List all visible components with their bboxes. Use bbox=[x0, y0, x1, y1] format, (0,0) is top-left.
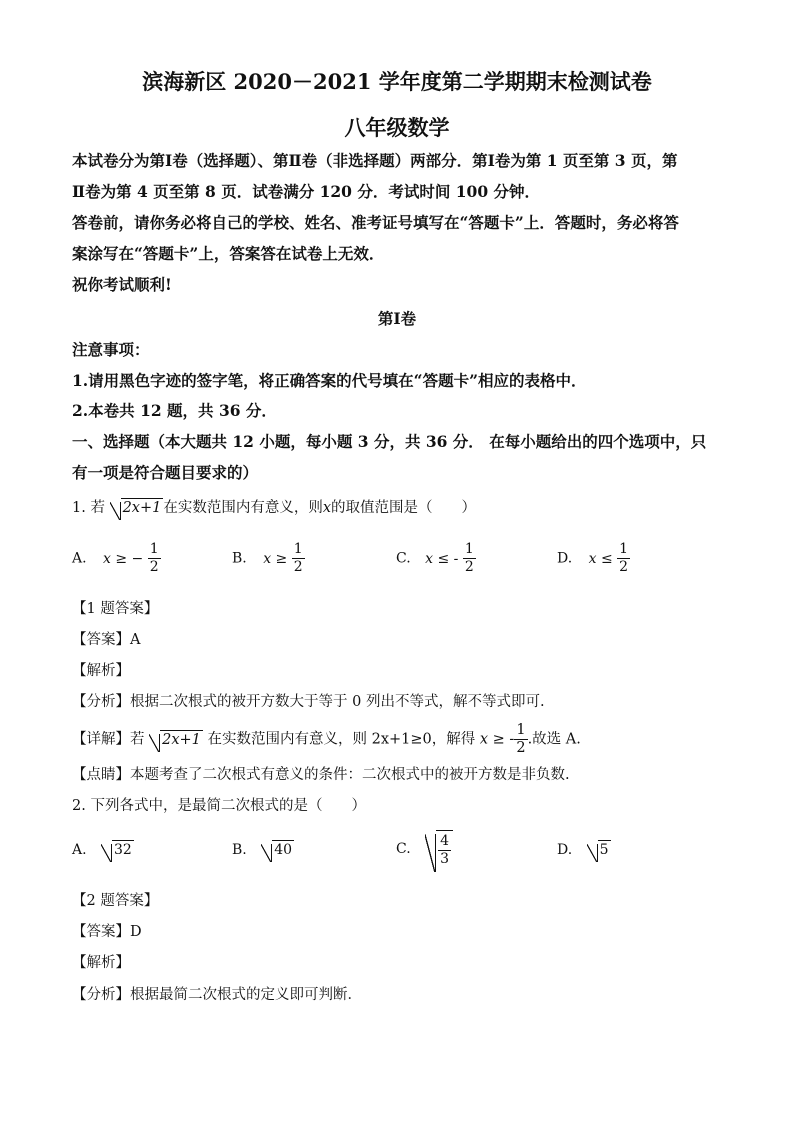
q1-suffix: 的取值范围是（ ） bbox=[331, 500, 477, 516]
fraction-num: 4 bbox=[440, 833, 450, 849]
notes-item-1: 1.请用黑色字迹的签字笔，将正确答案的代号填在“答题卡”相应的表格中． bbox=[72, 371, 587, 390]
section-one-heading-cont: 有一项是符合题目要求的） bbox=[72, 463, 259, 482]
q1-analysis-header: 【解析】 bbox=[72, 663, 130, 679]
q2-option-c bbox=[396, 830, 453, 868]
q1-mid: 在实数范围内有意义，则 bbox=[163, 500, 323, 516]
fraction-den: 2 bbox=[293, 559, 303, 575]
intro-line-5: 祝你考试顺利! bbox=[72, 275, 172, 294]
fraction-den: 2 bbox=[149, 559, 159, 575]
fraction bbox=[438, 833, 451, 868]
option-letter: A. bbox=[72, 550, 87, 567]
fraction-num: 1 bbox=[293, 541, 303, 557]
sqrt-symbol bbox=[101, 840, 134, 858]
q2-answer: 【答案】D bbox=[72, 924, 142, 940]
radicand: 40 bbox=[274, 842, 293, 858]
option-expr: x ≥ − bbox=[103, 550, 144, 567]
section-one-heading: 一、选择题（本大题共 12 小题，每小题 3 分，共 36 分． 在每小题给出的四个选项中，只 bbox=[72, 432, 707, 451]
fraction-den: 2 bbox=[464, 559, 474, 575]
q1-option-d bbox=[557, 541, 630, 576]
q1-option-c bbox=[396, 541, 476, 576]
fraction bbox=[463, 541, 476, 576]
option-letter: B. bbox=[232, 842, 247, 858]
q1-option-b bbox=[232, 541, 305, 576]
q1-xiangjie bbox=[72, 722, 581, 757]
xiangjie-suffix: .故选 A. bbox=[527, 731, 581, 748]
question-2-stem: 2. 下列各式中，是最简二次根式的是（ ） bbox=[72, 798, 366, 814]
intro-line-4: 案涂写在“答题卡”上，答案答在试卷上无效． bbox=[72, 244, 385, 263]
q1-answer: 【答案】A bbox=[72, 632, 141, 648]
option-expr: x ≥ bbox=[263, 550, 288, 567]
q2-analysis-header: 【解析】 bbox=[72, 955, 130, 971]
q2-option-d bbox=[557, 840, 611, 858]
sqrt-symbol bbox=[425, 830, 453, 868]
notes-heading: 注意事项： bbox=[72, 340, 150, 359]
sqrt-symbol bbox=[261, 840, 294, 858]
fraction-den: 2 bbox=[516, 740, 526, 756]
fraction-num: 1 bbox=[464, 541, 474, 557]
q1-option-a bbox=[72, 541, 161, 576]
xiangjie-mid: 在实数范围内有意义，则 2x+1≥0，解得 bbox=[207, 731, 476, 748]
q2-answer-header: 【2 题答案】 bbox=[72, 893, 159, 909]
notes-item-2: 2.本卷共 12 题，共 36 分． bbox=[72, 401, 277, 420]
q1-fenxi: 【分析】根据二次根式的被开方数大于等于 0 列出不等式，解不等式即可. bbox=[72, 694, 545, 710]
sqrt-symbol bbox=[149, 730, 203, 748]
xiangjie-radicand: 2x+1 bbox=[162, 731, 201, 748]
q2-option-b bbox=[232, 840, 294, 858]
fraction bbox=[148, 541, 161, 576]
section-title: 第Ⅰ卷 bbox=[377, 309, 417, 328]
xiangjie-prefix: 【详解】若 bbox=[72, 731, 145, 748]
fraction bbox=[514, 722, 527, 757]
q1-answer-header: 【1 题答案】 bbox=[72, 601, 159, 617]
fraction bbox=[292, 541, 305, 576]
option-letter: D. bbox=[557, 550, 573, 567]
question-1-stem bbox=[72, 496, 476, 517]
option-expr: x ≤ bbox=[588, 550, 613, 567]
q2-option-a bbox=[72, 840, 134, 858]
exam-subtitle: 八年级数学 bbox=[344, 115, 450, 140]
fraction-num: 1 bbox=[149, 541, 159, 557]
option-expr: x ≤ - bbox=[425, 550, 459, 567]
option-letter: C. bbox=[396, 841, 411, 857]
intro-line-2: Ⅱ卷为第 4 页至第 8 页．试卷满分 120 分．考试时间 100 分钟． bbox=[72, 182, 541, 201]
fraction-num: 1 bbox=[619, 541, 629, 557]
radicand: 5 bbox=[599, 842, 609, 858]
fraction-num: 1 bbox=[516, 722, 526, 738]
sqrt-symbol bbox=[587, 840, 611, 858]
option-letter: A. bbox=[72, 842, 87, 858]
xiangjie-expr: x ≥ - bbox=[479, 731, 515, 748]
q1-prefix: 1. 若 bbox=[72, 500, 105, 516]
q1-var: x bbox=[322, 500, 332, 516]
fraction-den: 3 bbox=[440, 851, 450, 867]
q1-dianjing: 【点睛】本题考查了二次根式有意义的条件：二次根式中的被开方数是非负数. bbox=[72, 767, 570, 783]
q2-fenxi: 【分析】根据最简二次根式的定义即可判断． bbox=[72, 987, 362, 1003]
fraction bbox=[617, 541, 630, 576]
sqrt-symbol bbox=[110, 498, 164, 516]
option-letter: B. bbox=[232, 550, 247, 567]
radicand: 32 bbox=[114, 842, 132, 858]
fraction-den: 2 bbox=[619, 559, 629, 575]
option-letter: D. bbox=[557, 842, 573, 858]
intro-line-1: 本试卷分为第Ⅰ卷（选择题）、第Ⅱ卷（非选择题）两部分．第Ⅰ卷为第 1 页至第 3 页，第 bbox=[72, 151, 678, 170]
option-letter: C. bbox=[396, 550, 411, 567]
q1-radicand: 2x+1 bbox=[122, 500, 162, 516]
exam-title: 滨海新区 2020－2021 学年度第二学期期末检测试卷 bbox=[142, 69, 652, 94]
intro-line-3: 答卷前，请你务必将自己的学校、姓名、准考证号填写在“答题卡”上．答题时，务必将答 bbox=[72, 213, 679, 232]
